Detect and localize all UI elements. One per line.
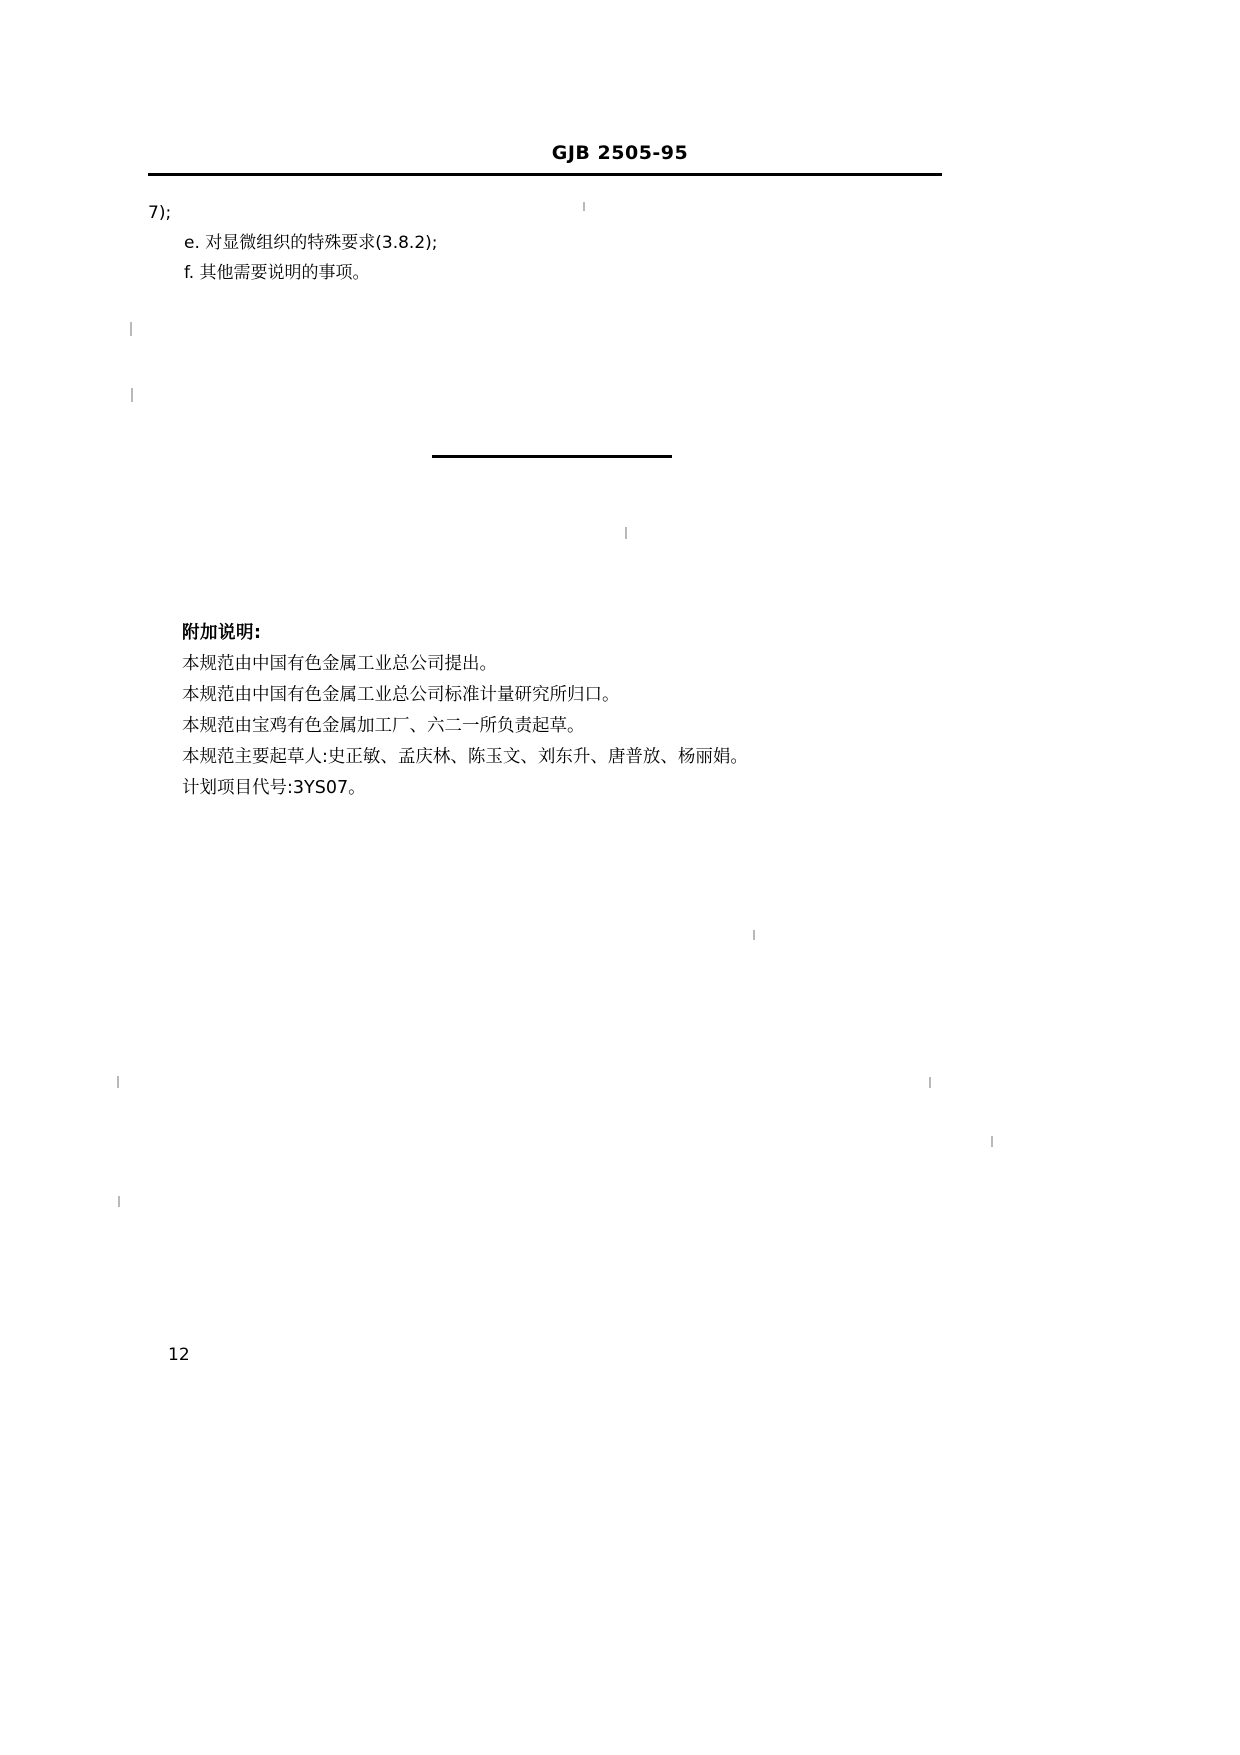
continuation-fragment: 7);: [148, 203, 172, 223]
list-item-e: e. 对显微组织的特殊要求(3.8.2);: [184, 233, 438, 253]
header-divider-rule: [148, 173, 942, 176]
page-header-standard-number: GJB 2505-95: [551, 142, 689, 164]
scan-artifact: [583, 202, 585, 211]
scan-artifact: [753, 930, 755, 940]
scan-artifact: [130, 322, 132, 336]
scan-artifact: [991, 1136, 993, 1147]
additional-notes-line-4: 本规范主要起草人:史正敏、孟庆林、陈玉文、刘东升、唐普放、杨丽娟。: [182, 747, 748, 767]
list-item-f: f. 其他需要说明的事项。: [184, 263, 370, 283]
scan-artifact: [625, 527, 627, 539]
scan-artifact: [929, 1077, 931, 1088]
additional-notes-line-3: 本规范由宝鸡有色金属加工厂、六二一所负责起草。: [182, 716, 585, 736]
page-number: 12: [168, 1345, 190, 1365]
additional-notes-title: 附加说明:: [182, 623, 262, 643]
scan-artifact: [118, 1196, 120, 1207]
scan-artifact: [131, 388, 133, 402]
additional-notes-line-5: 计划项目代号:3YS07。: [182, 778, 366, 798]
additional-notes-block: [182, 618, 748, 804]
section-end-rule: [432, 455, 672, 458]
scan-artifact: [117, 1076, 119, 1088]
additional-notes-line-2: 本规范由中国有色金属工业总公司标准计量研究所归口。: [182, 685, 620, 705]
additional-notes-line-1: 本规范由中国有色金属工业总公司提出。: [182, 654, 497, 674]
